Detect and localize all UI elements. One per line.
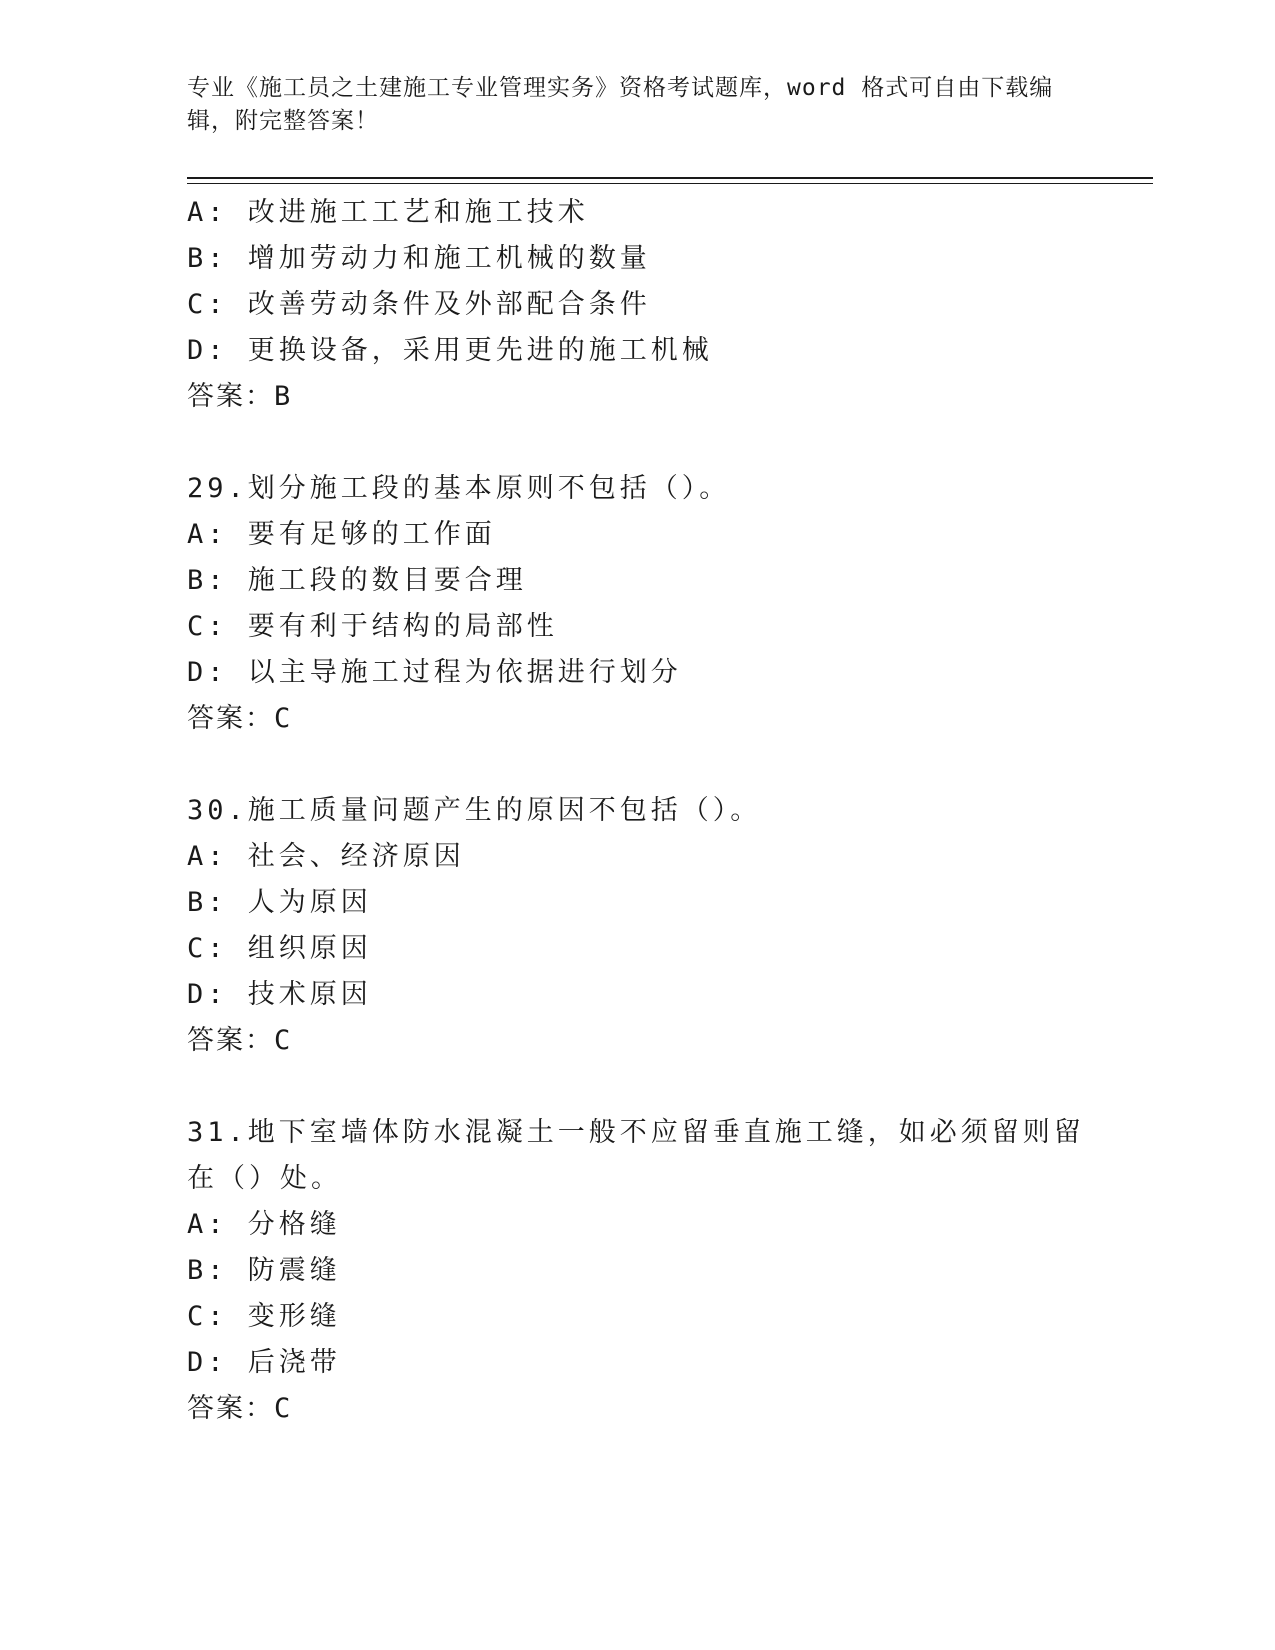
header-divider-thick xyxy=(187,177,1153,179)
question-30 xyxy=(187,788,1087,1064)
answer: 答案：B xyxy=(187,381,293,412)
question-stem: 31.地下室墙体防水混凝土一般不应留垂直施工缝，如必须留则留在（）处。 xyxy=(187,1117,1085,1194)
option-d: D: 更换设备，采用更先进的施工机械 xyxy=(187,335,713,366)
question-28-continued xyxy=(187,190,1087,420)
option-a: A: 社会、经济原因 xyxy=(187,841,465,872)
option-a: A: 分格缝 xyxy=(187,1209,341,1240)
question-stem: 30.施工质量问题产生的原因不包括（）。 xyxy=(187,795,762,826)
option-c: C: 要有利于结构的局部性 xyxy=(187,611,558,642)
header-divider-thin xyxy=(187,183,1153,184)
option-c: C: 变形缝 xyxy=(187,1301,341,1332)
option-b: B: 施工段的数目要合理 xyxy=(187,565,527,596)
question-list xyxy=(187,190,1087,1432)
document-header: 专业《施工员之土建施工专业管理实务》资格考试题库，word 格式可自由下载编辑，附完整答案！ xyxy=(187,75,1054,134)
question-31 xyxy=(187,1110,1087,1432)
option-c: C: 改善劳动条件及外部配合条件 xyxy=(187,289,651,320)
option-d: D: 以主导施工过程为依据进行划分 xyxy=(187,657,682,688)
option-b: B: 防震缝 xyxy=(187,1255,341,1286)
option-d: D: 后浇带 xyxy=(187,1347,341,1378)
answer: 答案：C xyxy=(187,703,293,734)
answer: 答案：C xyxy=(187,1025,293,1056)
option-a: A: 要有足够的工作面 xyxy=(187,519,496,550)
option-d: D: 技术原因 xyxy=(187,979,372,1010)
option-c: C: 组织原因 xyxy=(187,933,372,964)
question-stem: 29.划分施工段的基本原则不包括（）。 xyxy=(187,473,731,504)
question-29 xyxy=(187,466,1087,742)
answer: 答案：C xyxy=(187,1393,293,1424)
option-b: B: 人为原因 xyxy=(187,887,372,918)
option-b: B: 增加劳动力和施工机械的数量 xyxy=(187,243,651,274)
option-a: A: 改进施工工艺和施工技术 xyxy=(187,197,589,228)
